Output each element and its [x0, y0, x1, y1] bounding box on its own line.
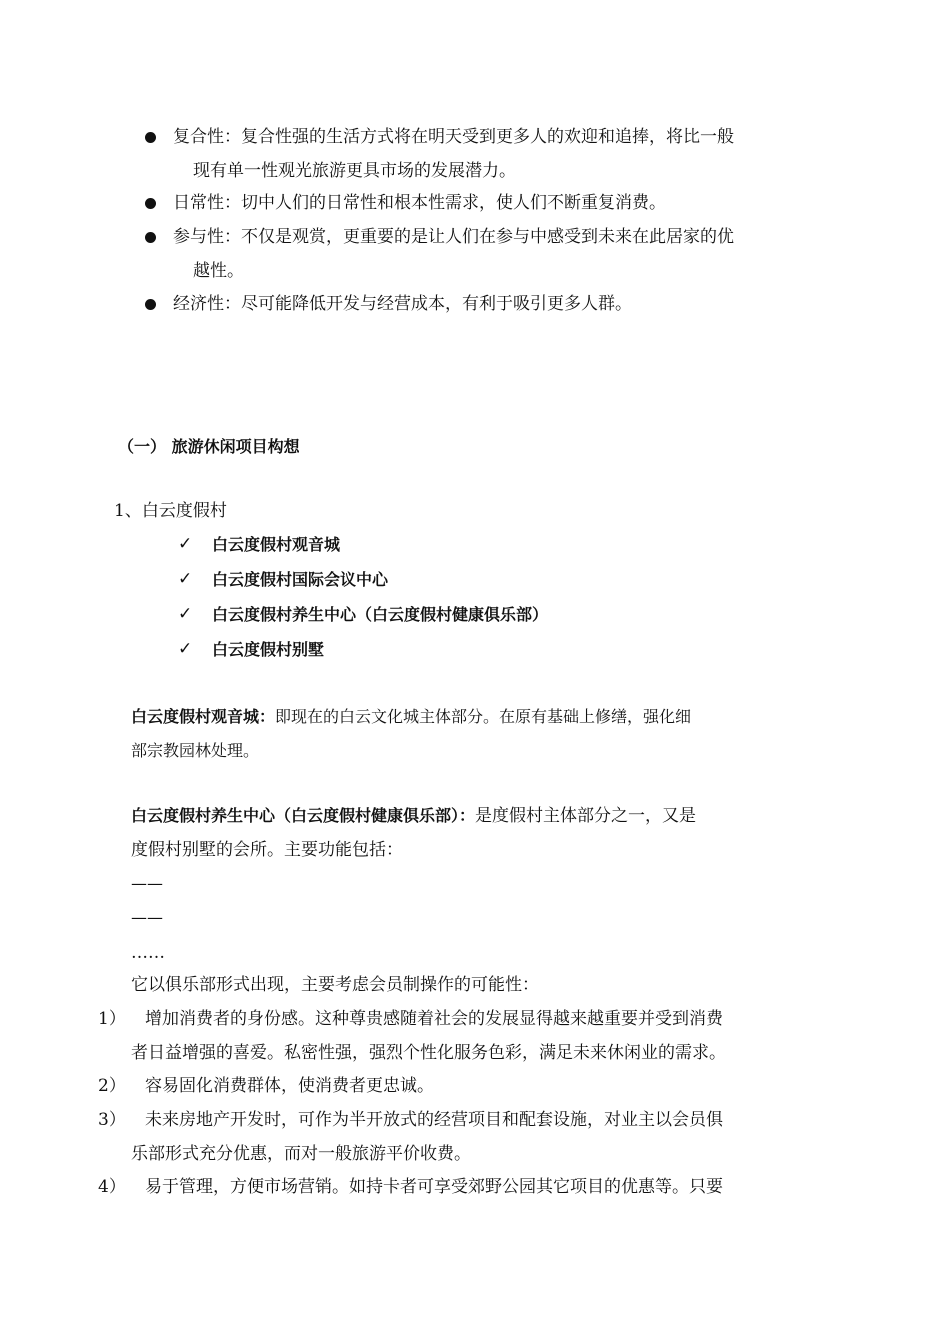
list-item-text: 增加消费者的身份感。这种尊贵感随着社会的发展显得越来越重要并受到消费: [145, 1009, 723, 1029]
paragraph-text: 部宗教园林处理。: [131, 741, 260, 760]
bullet-text: 越性。: [193, 261, 244, 281]
check-item: 白云度假村观音城: [212, 535, 341, 554]
list-number: 1）: [98, 1009, 126, 1029]
list-number: 3）: [98, 1110, 126, 1130]
paragraph-text: 度假村别墅的会所。主要功能包括：: [131, 840, 403, 860]
bullet-text: 复合性：复合性强的生活方式将在明天受到更多人的欢迎和追捧，将比一般: [173, 127, 734, 147]
dash-item: ——: [131, 908, 163, 927]
bullet-dot-icon: [145, 132, 156, 143]
bullet-text: 参与性：不仅是观赏，更重要的是让人们在参与中感受到未来在此居家的优: [173, 227, 734, 247]
checkmark-icon: ✓: [178, 569, 193, 589]
bullet-dot-icon: [145, 198, 156, 209]
ellipsis: ……: [131, 943, 165, 963]
club-intro: 它以俱乐部形式出现，主要考虑会员制操作的可能性：: [131, 975, 539, 995]
list-number: 2）: [98, 1076, 126, 1096]
check-item: 白云度假村养生中心（白云度假村健康俱乐部）: [212, 605, 549, 624]
subsection-title: 1、白云度假村: [114, 501, 227, 521]
list-item-text: 容易固化消费群体，使消费者更忠诚。: [145, 1076, 434, 1096]
check-item: 白云度假村国际会议中心: [212, 570, 389, 589]
check-item: 白云度假村别墅: [212, 640, 325, 659]
bullet-text: 现有单一性观光旅游更具市场的发展潜力。: [193, 161, 516, 181]
paragraph-text: 是度假村主体部分之一，又是: [475, 806, 697, 826]
paragraph-lead: 白云度假村观音城：: [131, 707, 276, 726]
checkmark-icon: ✓: [178, 639, 193, 659]
paragraph-lead: 白云度假村养生中心（白云度假村健康俱乐部）：: [131, 806, 476, 825]
checkmark-icon: ✓: [178, 534, 193, 554]
dash-item: ——: [131, 874, 163, 893]
bullet-text: 经济性：尽可能降低开发与经营成本，有利于吸引更多人群。: [173, 294, 632, 314]
paragraph-guanyin: [131, 706, 691, 728]
paragraph-health-club: [131, 805, 696, 827]
checkmark-icon: ✓: [178, 604, 193, 624]
paragraph-text: 即现在的白云文化城主体部分。在原有基础上修缮，强化细: [275, 707, 692, 726]
bullet-dot-icon: [145, 299, 156, 310]
bullet-text: 日常性：切中人们的日常性和根本性需求，使人们不断重复消费。: [173, 193, 666, 213]
list-item-text: 易于管理，方便市场营销。如持卡者可享受郊野公园其它项目的优惠等。只要: [145, 1177, 723, 1197]
bullet-dot-icon: [145, 232, 156, 243]
list-number: 4）: [98, 1177, 126, 1197]
list-item-text: 者日益增强的喜爱。私密性强，强烈个性化服务色彩，满足未来休闲业的需求。: [131, 1043, 726, 1063]
section-heading: （一） 旅游休闲项目构想: [118, 437, 300, 456]
list-item-text: 未来房地产开发时，可作为半开放式的经营项目和配套设施，对业主以会员俱: [145, 1110, 723, 1130]
list-item-text: 乐部形式充分优惠，而对一般旅游平价收费。: [131, 1144, 471, 1164]
